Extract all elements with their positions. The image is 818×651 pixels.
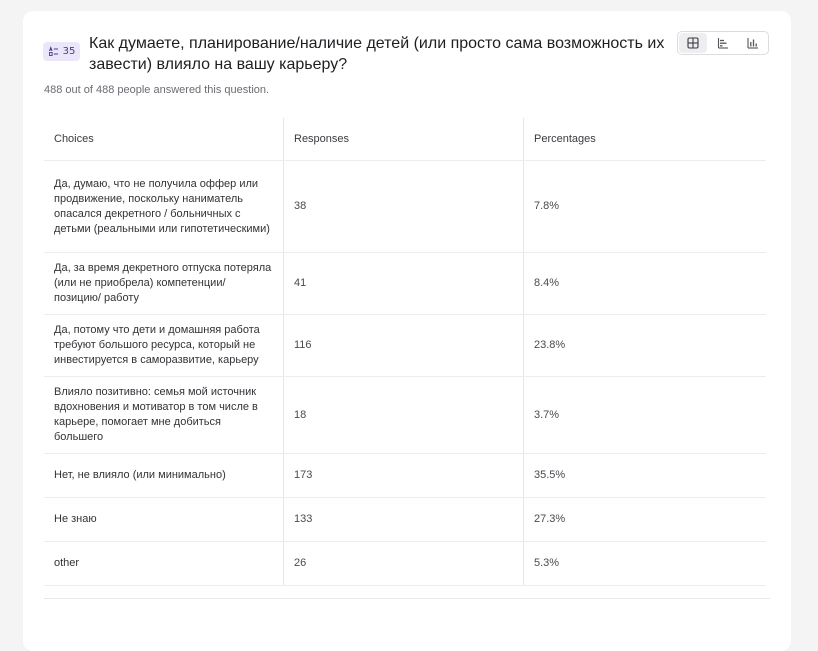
responses-cell: 133 — [284, 498, 524, 541]
responses-cell: 41 — [284, 253, 524, 314]
table-row — [44, 454, 766, 498]
choice-cell: Нет, не влияло (или минимально) — [44, 454, 284, 497]
choice-cell: Да, думаю, что не получила оффер или продвижение, поскольку наниматель опасался декретного / больничных с детьми (реальными или гипотетическими) — [44, 161, 284, 252]
percentage-cell: 8.4% — [534, 277, 560, 289]
section-divider — [44, 598, 770, 599]
table-row — [44, 315, 766, 377]
question-number: 35 — [62, 46, 76, 57]
vertical-bar-chart-button[interactable] — [739, 33, 767, 53]
responses-cell: 38 — [284, 161, 524, 252]
responses-cell: 116 — [284, 315, 524, 376]
percentage-cell: 35.5% — [534, 469, 566, 481]
table-header-row — [44, 118, 766, 161]
question-card — [23, 11, 791, 651]
answered-count: 488 out of 488 people answered this question. — [44, 84, 270, 96]
percentage-cell: 7.8% — [534, 200, 560, 212]
table-row — [44, 542, 766, 586]
table-view-button[interactable] — [679, 33, 707, 53]
choice-cell: Да, потому что дети и домашняя работа требуют большого ресурса, который не инвестируется в саморазвитие, карьеру — [44, 315, 284, 376]
table-row — [44, 253, 766, 315]
horizontal-bar-chart-icon — [717, 37, 729, 49]
responses-cell: 173 — [284, 454, 524, 497]
responses-cell: 26 — [284, 542, 524, 585]
question-number-badge — [43, 42, 80, 61]
horizontal-bar-chart-button[interactable] — [709, 33, 737, 53]
results-table — [44, 118, 766, 586]
table-row — [44, 161, 766, 253]
header-responses: Responses — [284, 118, 524, 160]
percentage-cell: 5.3% — [534, 557, 560, 569]
choice-cell: Не знаю — [44, 498, 284, 541]
percentage-cell: 27.3% — [534, 513, 566, 525]
responses-cell: 18 — [284, 377, 524, 453]
multiple-choice-icon — [48, 46, 59, 57]
view-toggle — [677, 31, 769, 55]
table-row — [44, 498, 766, 542]
header-choices: Choices — [44, 118, 284, 160]
vertical-bar-chart-icon — [747, 37, 759, 49]
choice-cell: other — [44, 542, 284, 585]
choice-cell: Да, за время декретного отпуска потеряла (или не приобрела) компетенции/ позицию/ работу — [44, 253, 284, 314]
percentage-cell: 23.8% — [534, 339, 566, 351]
table-icon — [687, 37, 699, 49]
question-title: Как думаете, планирование/наличие детей (или просто сама возможность их завести) влияло на вашу карьеру? — [89, 35, 665, 73]
percentage-cell: 3.7% — [534, 408, 560, 421]
choice-cell: Влияло позитивно: семья мой источник вдохновения и мотиватор в том числе в карьере, помогает мне добиться большего — [44, 377, 284, 453]
header-percentages: Percentages — [534, 132, 596, 145]
table-row — [44, 377, 766, 454]
